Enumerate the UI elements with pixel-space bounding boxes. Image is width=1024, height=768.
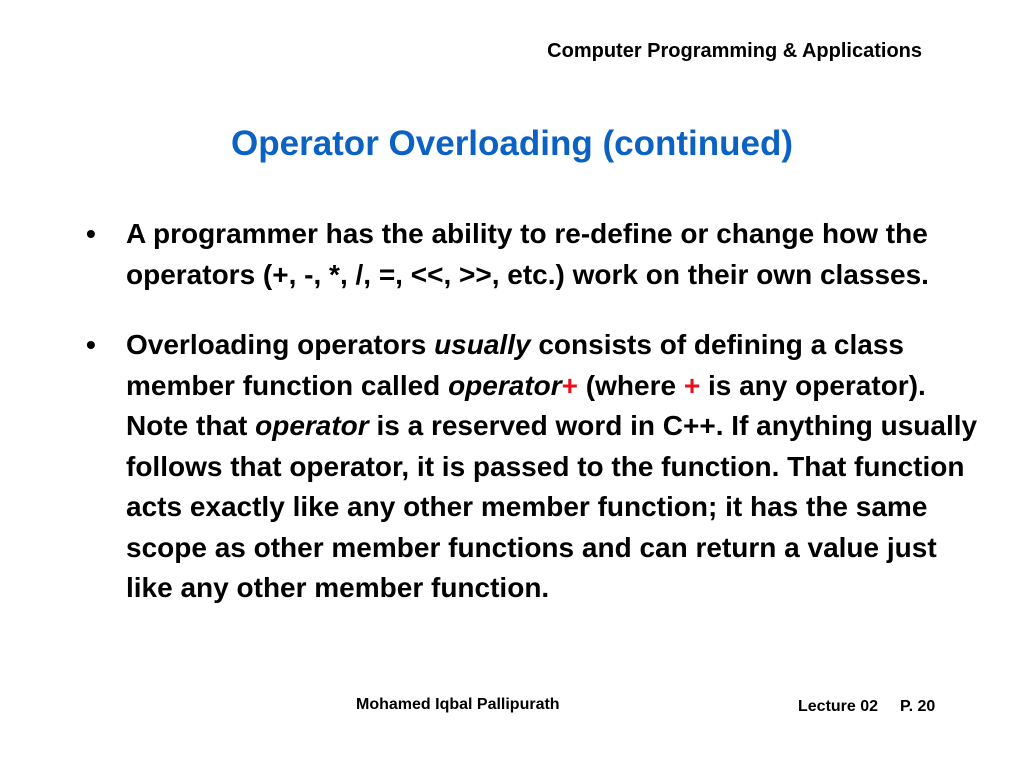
footer-lecture: Lecture 02 bbox=[798, 698, 879, 715]
bullet-text-part: is any operator). Note that bbox=[126, 369, 926, 441]
bullet-item-operators-redefine bbox=[82, 214, 982, 295]
emphasis-usually: usually bbox=[434, 329, 531, 360]
bullet-text-part: consists of defining a class member function called bbox=[126, 329, 904, 401]
footer-author: Mohamed Iqbal Pallipurath bbox=[356, 696, 560, 713]
bullet-text: A programmer has the ability to re-define or change how the operators (+, -, *, /, =, <<, >>, etc.) work on their own classes. bbox=[126, 218, 929, 290]
bullet-item-overloading-definition bbox=[82, 325, 982, 609]
keyword-operator: operator bbox=[448, 369, 562, 401]
operator-plus-symbol: + bbox=[683, 369, 701, 401]
bullet-marker: • bbox=[86, 218, 96, 249]
keyword-operator: operator bbox=[255, 410, 369, 441]
bullet-marker: • bbox=[86, 329, 96, 360]
bullet-text-part: (where bbox=[578, 369, 684, 401]
operator-plus-symbol: + bbox=[561, 369, 579, 401]
course-header: Computer Programming & Applications bbox=[547, 40, 922, 62]
bullet-text-part: Overloading operators bbox=[126, 329, 435, 360]
bullet-text-part: is a reserved word in C++. If anything usually follows that operator, it is passed to the function. That function acts exactly like any other member function; it has the same scope as other member functions and can return a value just like any other member function. bbox=[126, 410, 978, 603]
slide-title: Operator Overloading (continued) bbox=[231, 124, 793, 163]
bullet-list bbox=[82, 214, 982, 609]
footer-page-number: P. 20 bbox=[900, 698, 936, 715]
